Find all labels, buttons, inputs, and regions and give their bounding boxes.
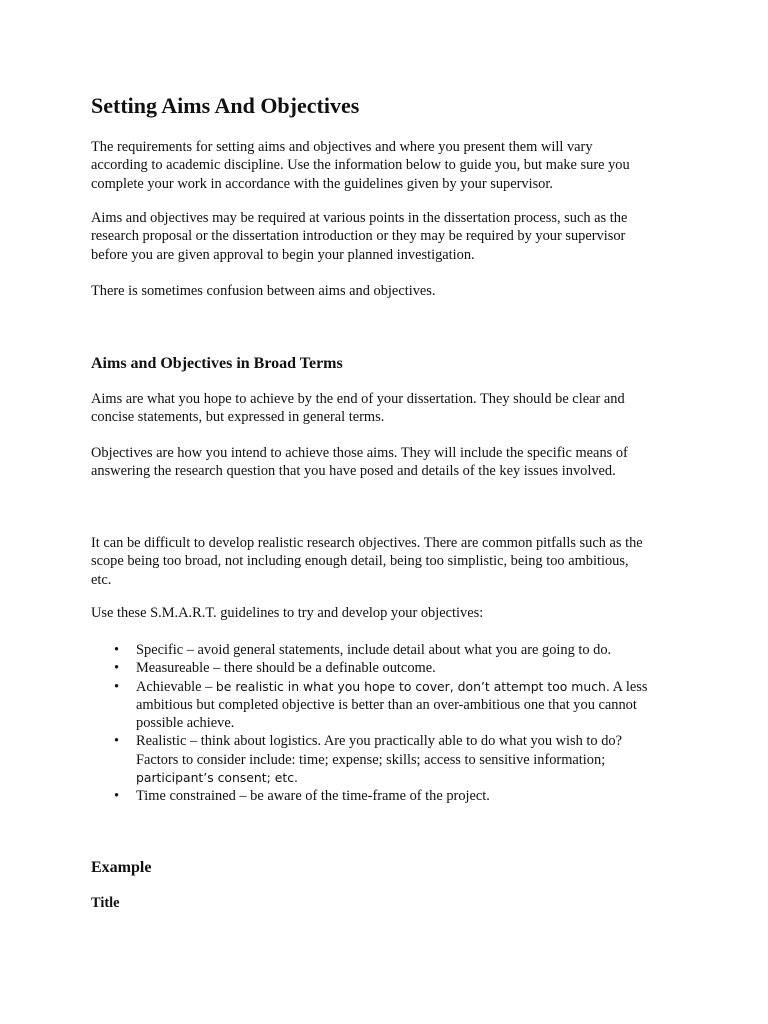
- confusion-paragraph: [91, 282, 681, 300]
- list-item-text-line: participant’s consent; etc.: [136, 770, 298, 786]
- list-item-text-line: ambitious but completed objective is better than an over-ambitious one that you cannot: [136, 696, 637, 713]
- text-line: Aims and objectives may be required at various points in the dissertation process, such as the: [91, 210, 628, 226]
- bullet-icon: •: [114, 733, 120, 750]
- requirements-paragraph: [91, 209, 681, 264]
- text-line: complete your work in accordance with the guidelines given by your supervisor.: [91, 175, 553, 192]
- list-item-achievable: [91, 678, 691, 733]
- text-line: The requirements for setting aims and objectives and where you present them will vary: [91, 139, 593, 155]
- text-line: research proposal or the dissertation introduction or they may be required by your supervisor: [91, 228, 626, 245]
- bullet-icon: •: [114, 678, 120, 695]
- achievable-sans-text: be realistic in what you hope to cover, don’t attempt too much.: [215, 678, 610, 694]
- list-item-text-line: possible achieve.: [136, 715, 235, 732]
- list-item-text-line: Factors to consider include: time; expense; skills; access to sensitive information;: [136, 751, 606, 768]
- text-line: Use these S.M.A.R.T. guidelines to try and develop your objectives:: [91, 605, 484, 621]
- list-item-text: Time constrained – be aware of the time-frame of the project.: [136, 788, 490, 805]
- list-item-text-line: [136, 678, 691, 696]
- list-item-realistic: [91, 732, 691, 787]
- text-line: Objectives are how you intend to achieve those aims. They will include the specific means of: [91, 445, 628, 461]
- list-item-measureable: [91, 659, 691, 677]
- objectives-paragraph: [91, 444, 681, 481]
- intro-paragraph: [91, 138, 681, 193]
- aims-paragraph: [91, 390, 681, 427]
- text-line: before you are given approval to begin your planned investigation.: [91, 246, 475, 263]
- text-line: concise statements, but expressed in general terms.: [91, 409, 385, 426]
- achievable-tail: A less: [609, 678, 648, 695]
- achievable-label: Achievable –: [136, 678, 216, 695]
- list-item-text-line: Realistic – think about logistics. Are you practically able to do what you wish to do?: [136, 733, 622, 750]
- bullet-icon: •: [114, 660, 120, 677]
- section-heading-broad-terms: Aims and Objectives in Broad Terms: [91, 355, 343, 372]
- list-item-time-constrained: [91, 787, 691, 805]
- text-line: answering the research question that you have posed and details of the key issues involved.: [91, 463, 616, 480]
- text-line: etc.: [91, 571, 112, 588]
- smart-intro-paragraph: [91, 604, 681, 622]
- list-item-text: Specific – avoid general statements, include detail about what you are going to do.: [136, 642, 612, 658]
- pitfalls-paragraph: [91, 534, 681, 589]
- example-heading: Example: [91, 859, 152, 876]
- title-subheading: Title: [91, 895, 120, 911]
- bullet-icon: •: [114, 642, 120, 658]
- list-item-specific: [91, 641, 691, 659]
- page-title: Setting Aims And Objectives: [91, 93, 360, 118]
- text-line: scope being too broad, not including enough detail, being too simplistic, being too ambitious,: [91, 553, 629, 570]
- list-item-text: Measureable – there should be a definable outcome.: [136, 660, 436, 677]
- text-line: Aims are what you hope to achieve by the end of your dissertation. They should be clear and: [91, 391, 625, 407]
- bullet-icon: •: [114, 788, 120, 805]
- smart-guidelines-list: [91, 641, 691, 806]
- text-line: There is sometimes confusion between aims and objectives.: [91, 283, 436, 299]
- text-line: It can be difficult to develop realistic research objectives. There are common pitfalls such as the: [91, 535, 643, 551]
- text-line: according to academic discipline. Use the information below to guide you, but make sure you: [91, 157, 630, 174]
